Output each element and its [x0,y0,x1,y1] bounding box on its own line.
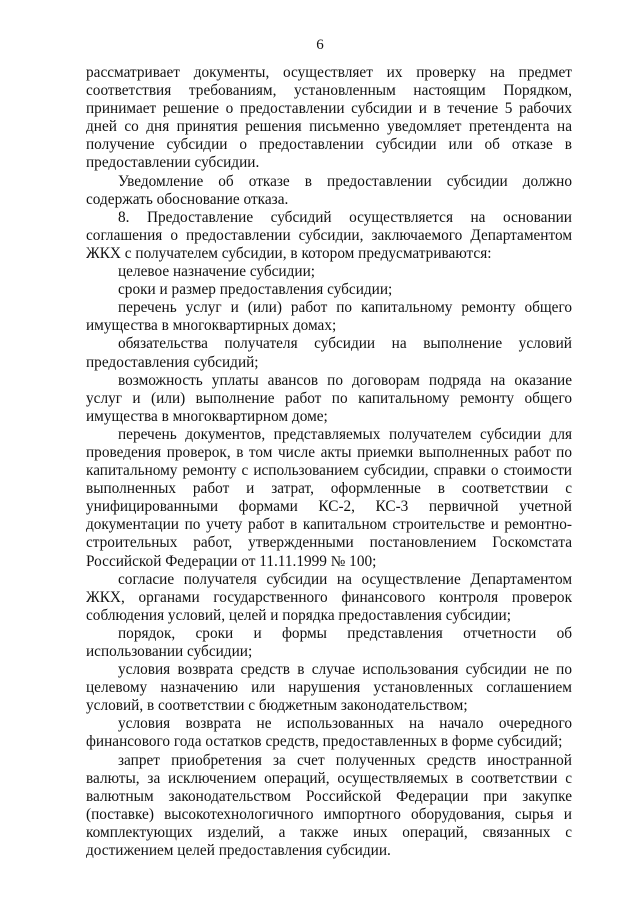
page-number: 6 [316,37,324,53]
list-item-advances: возможность уплаты авансов по договорам подряда на оказание услуг и (или) выполнение работ по капитальному ремонту общего имущества в многоквартирном доме; [86,371,572,425]
document-body [86,64,572,860]
list-item-services: перечень услуг и (или) работ по капитальному ремонту общего имущества в многоквартирных домах; [86,299,572,335]
list-item-consent: согласие получателя субсидии на осуществление Департаментом ЖКХ, органами государственного финансового контроля проверок соблюдения условий, целей и порядка предоставления субсидии; [86,570,572,624]
list-item-return-conditions: условия возврата средств в случае использования субсидии не по целевому назначению или нарушения установленных соглашением условий, в соответствии с бюджетным законодательством; [86,661,572,715]
list-item-unused-return: условия возврата не использованных на начало очередного финансового года остатков средств, предоставленных в форме субсидий; [86,715,572,751]
paragraph-section-8: 8. Предоставление субсидий осуществляется на основании соглашения о предоставлении субсидии, заключаемого Департаментом ЖКХ с получателем субсидии, в котором предусматриваются: [86,208,572,262]
list-item-terms: сроки и размер предоставления субсидии; [118,281,393,299]
list-item-documents: перечень документов, представляемых получателем субсидии для проведения проверок, в том числе акты приемки выполненных работ по капитальному ремонту с использованием субсидии, справки о стоимости выполненных работ и затрат, оформленные в соответствии с унифицированными формами КС-2, КС-3 первичной учетной документации по учету работ в капитальном строительстве и ремонтно-строительных работ, утвержденными постановлением Госкомстата Российской Федерации от 11.11.1999 № 100; [86,425,572,570]
list-item-purpose: целевое назначение субсидии; [118,263,316,281]
list-item-reporting: порядок, сроки и формы представления отчетности об использовании субсидии; [86,624,572,660]
paragraph-continuation: рассматривает документы, осуществляет их проверку на предмет соответствия требованиям, установленным настоящим Порядком, принимает решение о предоставлении субсидии и в течение 5 рабочих дней со дня принятия решения письменно уведомляет претендента на получение субсидии о предоставлении субсидии или об отказе в предоставлении субсидии. [86,64,572,172]
list-item-obligations: обязательства получателя субсидии на выполнение условий предоставления субсидий; [86,335,572,371]
list-item-currency-ban: запрет приобретения за счет полученных средств иностранной валюты, за исключением операций, осуществляемых в соответствии с валютным законодательством Российской Федерации при закупке (поставке) высокотехнологичного импортного оборудования, сырья и комплектующих изделий, а также иных операций, связанных с достижением целей предоставления субсидии. [86,751,572,860]
paragraph-refusal-notice: Уведомление об отказе в предоставлении субсидии должно содержать обоснование отказа. [86,172,572,208]
